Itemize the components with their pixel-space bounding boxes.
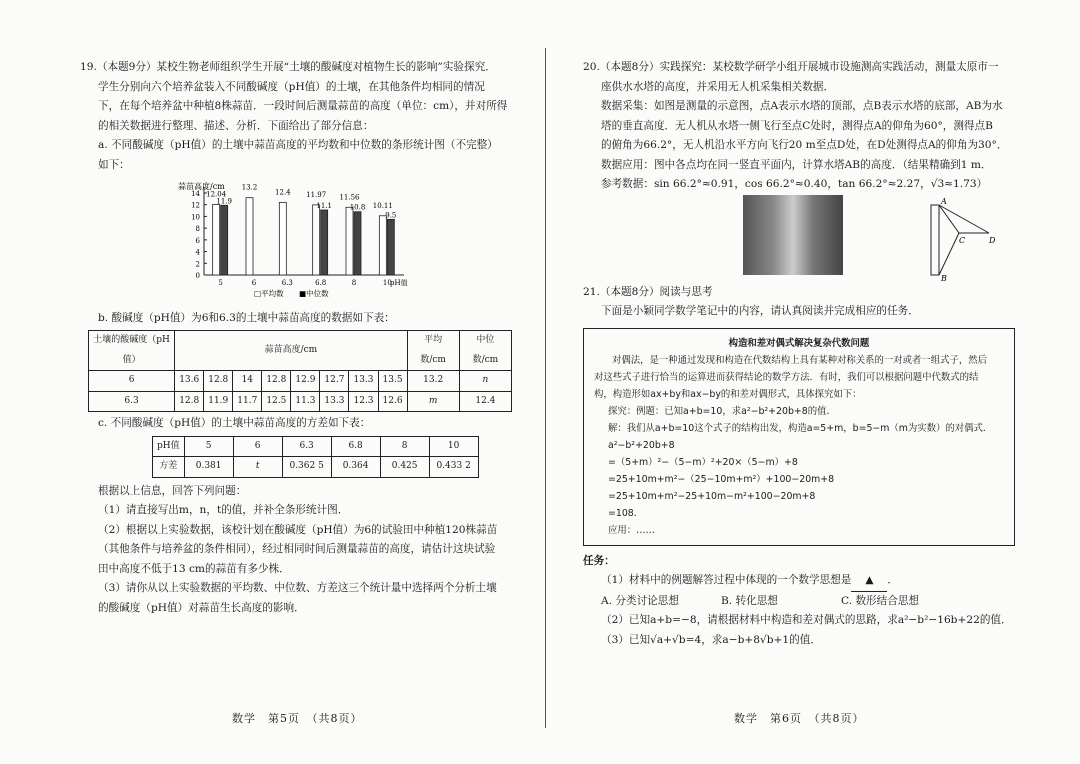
- x-tick-label: 6: [251, 279, 257, 287]
- mean-bar: [379, 216, 386, 275]
- note-line: =（5+m）²−（5−m）²+20×（5−m）+8: [608, 456, 798, 468]
- header-cell: 蒜苗高度/cm: [175, 331, 407, 371]
- data-label: 12.04: [206, 190, 227, 199]
- q19-q3-line-2: 的酸碱度（pH值）对蒜苗生长高度的影响．: [98, 601, 305, 614]
- y-tick-label: 10: [191, 213, 200, 222]
- note-line: 解：我们从a+b=10这个式子的结构出发，构造a=5+m，b=5−m（m为实数）的对偶式．: [608, 422, 993, 434]
- header-cell: 平均数/cm: [407, 331, 459, 371]
- mean-bar: [346, 207, 353, 275]
- q20-line-4: 塔的垂直高度．无人机从水塔一侧飞行至点C处时，测得点A的仰角为60°，测得点B: [601, 119, 993, 132]
- q19-q2-line-3: 田中高度不低于13 cm的蒜苗有多少株．: [98, 562, 290, 575]
- note-line: =25+10m+m²−（25−10m+m²）+100−20m+8: [608, 473, 835, 485]
- x-tick-label: 10: [382, 279, 392, 287]
- q19-q1: （1）请直接写出m，n，t的值，并补全条形统计图．: [98, 504, 349, 516]
- y-tick-label: 2: [195, 260, 200, 269]
- cell: 13.3: [349, 371, 378, 392]
- legend-mean: □平均数: [254, 289, 284, 298]
- header-cell: 土壤的酸碱度（pH值）: [89, 331, 175, 371]
- cell: 10: [429, 436, 478, 457]
- x-tick-label: 6.8: [315, 279, 327, 287]
- y-tick-label: 6: [195, 236, 200, 245]
- note-line: 探究：例题：已知a+b=10，求a²−b²+20b+8的值．: [608, 405, 836, 417]
- cell: 14: [233, 371, 262, 392]
- cell: 13.6: [175, 371, 204, 392]
- q19-line-4: 的相关数据进行整理、描述、分析．下面给出了部分信息：: [98, 119, 374, 132]
- q21-intro: 下面是小颖同学数学笔记中的内容，请认真阅读并完成相应的任务．: [601, 305, 919, 317]
- mean-bar: [246, 198, 253, 275]
- line-ad: [939, 205, 989, 233]
- note-line: =25+10m+m²−25+10m−m²+100−20m+8: [608, 490, 816, 502]
- median-bar: [221, 205, 228, 275]
- cell: 12.7: [320, 371, 349, 392]
- table-b: [88, 330, 512, 412]
- cell: 6: [89, 371, 175, 392]
- cell: 12.8: [204, 371, 233, 392]
- option-c: C. 数形结合思想: [841, 594, 920, 607]
- q19-line-3: 下，在每个培养盆中种植8株蒜苗．一段时间后测量蒜苗的高度（单位：cm），并对所得: [98, 100, 508, 112]
- q20-line-3: 数据采集：如图是测量的示意图，点A表示水塔的顶部，点B表示水塔的底部，AB为水: [601, 100, 1003, 112]
- y-tick-label: 4: [195, 248, 200, 257]
- note-line: 对这些式子进行恰当的运算进而获得结论的数学方法．有时，我们可以根据问题中代数式的结: [594, 371, 979, 383]
- cell: 12.5: [262, 391, 291, 412]
- option-a: A. 分类讨论思想: [601, 594, 679, 607]
- footer-left: 数学 第5页 （共8页）: [232, 712, 363, 725]
- x-axis-label: pH值: [390, 279, 408, 287]
- cell: 12.3: [349, 391, 378, 412]
- q20-figure: [583, 195, 1015, 283]
- mean-bar: [313, 205, 320, 275]
- q20-diagram: [917, 197, 997, 281]
- data-label: 9.5: [385, 211, 397, 220]
- data-label: 11.1: [316, 201, 332, 210]
- data-label: 11.56: [339, 193, 360, 202]
- q19-q2-line-1: （2）根据以上实验数据，该校计划在酸碱度（pH值）为6的试验田中种植120株蒜苗: [98, 523, 498, 536]
- data-label: 13.2: [241, 183, 258, 192]
- q20-line-6: 数据应用：图中各点均在同一竖直平面内，计算水塔AB的高度．（结果精确到1 m．: [601, 158, 992, 171]
- q21-options: [583, 592, 1015, 612]
- cell: t: [233, 457, 282, 478]
- q19-b-label: b. 酸碱度（pH值）为6和6.3的土壤中蒜苗高度的数据如下表：: [98, 311, 395, 324]
- cell: 0.362 5: [282, 457, 331, 478]
- cell: 6.8: [331, 436, 380, 457]
- cell: 12.4: [459, 391, 511, 412]
- note-line: 构，构造形如ax+by和ax−by的和差对偶形式，具体探究如下：: [594, 388, 862, 400]
- cell: 13.5: [378, 371, 407, 392]
- mean-bar: [279, 202, 286, 275]
- cell: 0.364: [331, 457, 380, 478]
- cell: 11.7: [233, 391, 262, 412]
- q19-intro: 根据以上信息，回答下列问题：: [98, 484, 247, 497]
- q19-a-after: 如下：: [98, 158, 130, 171]
- cell: 12.6: [378, 391, 407, 412]
- median-bar: [354, 212, 361, 275]
- median-bar: [321, 210, 328, 275]
- data-label: 11.9: [216, 197, 232, 206]
- cell: m: [407, 391, 459, 412]
- right-column: [583, 58, 1015, 650]
- cell: 12.9: [291, 371, 320, 392]
- line-bc: [939, 233, 959, 275]
- point-d: D: [989, 235, 996, 245]
- cell: 12.8: [175, 391, 204, 412]
- note-line: a²−b²+20b+8: [608, 439, 675, 451]
- cell: n: [459, 371, 511, 392]
- q19-c-label: c. 不同酸碱度（pH值）的土壤中蒜苗高度的方差如下表：: [98, 417, 371, 429]
- table-row: [89, 391, 512, 412]
- point-c: C: [959, 235, 966, 245]
- q21-t1-text: （1）材料中的例题解答过程中体现的一个数学思想是: [601, 574, 852, 586]
- median-bar: [387, 219, 394, 275]
- note-line: =108．: [608, 507, 644, 519]
- cell: 6: [233, 436, 282, 457]
- cell: 8: [380, 436, 429, 457]
- y-tick-label: 12: [191, 201, 200, 210]
- q20-line-2: 座供水水塔的高度，并采用无人机采集相关数据．: [601, 80, 835, 93]
- mean-bar: [213, 204, 220, 275]
- note-box: [583, 328, 1015, 546]
- q19-line-1: 19.（本题9分）某校生物老师组织学生开展“土壤的酸碱度对植物生长的影响”实验探究．: [80, 61, 496, 73]
- q19-line-2: 学生分别向六个培养盆装入不同酸碱度（pH值）的土壤，在其他条件均相同的情况: [98, 80, 485, 93]
- point-a: A: [941, 196, 947, 206]
- cell: 方差: [153, 457, 185, 478]
- table-b-header: [89, 331, 512, 371]
- cell: 5: [184, 436, 233, 457]
- q19-q3-line-1: （3）请你从以上实验数据的平均数、中位数、方差这三个统计量中选择两个分析土壤: [98, 582, 497, 594]
- q21-header: 21.（本题8分）阅读与思考: [583, 285, 713, 298]
- column-divider: [545, 48, 546, 728]
- data-label: 10.8: [349, 203, 366, 212]
- footer-right: 数学 第6页 （共8页）: [734, 712, 865, 725]
- note-title: 构造和差对偶式解决复杂代数问题: [728, 337, 870, 349]
- q21-t1: （1）材料中的例题解答过程中体现的一个数学思想是 ▲ ．: [583, 571, 1015, 592]
- point-b: B: [941, 273, 947, 281]
- table-row: [153, 457, 479, 478]
- legend-median: ■中位数: [299, 289, 329, 298]
- cell: 0.433 2: [429, 457, 478, 478]
- x-tick-label: 8: [351, 279, 357, 287]
- q20-line-1: 20.（本题8分）实践探究：某校数学研学小组开展城市设施测高实践活动，测量太原市一: [583, 61, 999, 73]
- y-tick-label: 8: [195, 225, 200, 234]
- cell: 6.3: [282, 436, 331, 457]
- note-line: 对偶法，是一种通过发现和构造在代数结构上具有某种对称关系的一对或者一组式子，然后: [612, 354, 988, 366]
- water-tower-photo: [743, 195, 843, 275]
- cell: pH值: [153, 436, 185, 457]
- header-cell: 中位数/cm: [459, 331, 511, 371]
- x-tick-label: 5: [218, 279, 223, 287]
- data-label: 11.97: [306, 190, 327, 199]
- cell: 11.9: [204, 391, 233, 412]
- data-label: 10.11: [372, 201, 393, 210]
- q20-line-7: 参考数据：sin 66.2°≈0.91，cos 66.2°≈0.40，tan 66.2°≈2.27，√3≈1.73）: [601, 178, 988, 190]
- q21-t2: （2）已知a+b=−8，请根据材料中构造和差对偶式的思路，求a²−b²−16b+22的值．: [601, 614, 1012, 626]
- answer-blank: ▲: [851, 571, 887, 592]
- y-tick-label: 0: [195, 272, 200, 280]
- q21-t3: （3）已知√a+√b=4，求a−b+8√b+1的值．: [601, 633, 821, 646]
- note-line: 应用：……: [608, 524, 655, 536]
- line-ac: [939, 205, 959, 233]
- y-tick-label: 14: [191, 190, 200, 198]
- q20-line-5: 的俯角为66.2°，无人机沿水平方向飞行20 m至点D处，在D处测得点A的仰角为30°．: [601, 139, 1008, 151]
- option-b: B. 转化思想: [721, 594, 778, 607]
- x-tick-label: 6.3: [281, 279, 293, 287]
- cell: 0.425: [380, 457, 429, 478]
- bar-chart: [176, 179, 426, 301]
- table-c: [152, 436, 479, 478]
- cell: 13.3: [320, 391, 349, 412]
- cell: 12.8: [262, 371, 291, 392]
- y-axis-label: 蒜苗高度/cm: [178, 182, 225, 191]
- q19-q2-line-2: （其他条件与培养盆的条件相同），经过相同时间后测量蒜苗的高度，请估计这块试验: [98, 543, 496, 555]
- table-row: [89, 371, 512, 392]
- task-label: 任务：: [583, 554, 615, 567]
- q19-a-label: a. 不同酸碱度（pH值）的土壤中蒜苗高度的平均数和中位数的条形统计图（不完整）: [98, 139, 498, 151]
- cell: 11.3: [291, 391, 320, 412]
- cell: 0.381: [184, 457, 233, 478]
- left-column: [80, 58, 512, 618]
- table-row: [153, 436, 479, 457]
- cell: 13.2: [407, 371, 459, 392]
- cell: 6.3: [89, 391, 175, 412]
- tower-shape: [931, 205, 939, 275]
- data-label: 12.4: [275, 188, 291, 197]
